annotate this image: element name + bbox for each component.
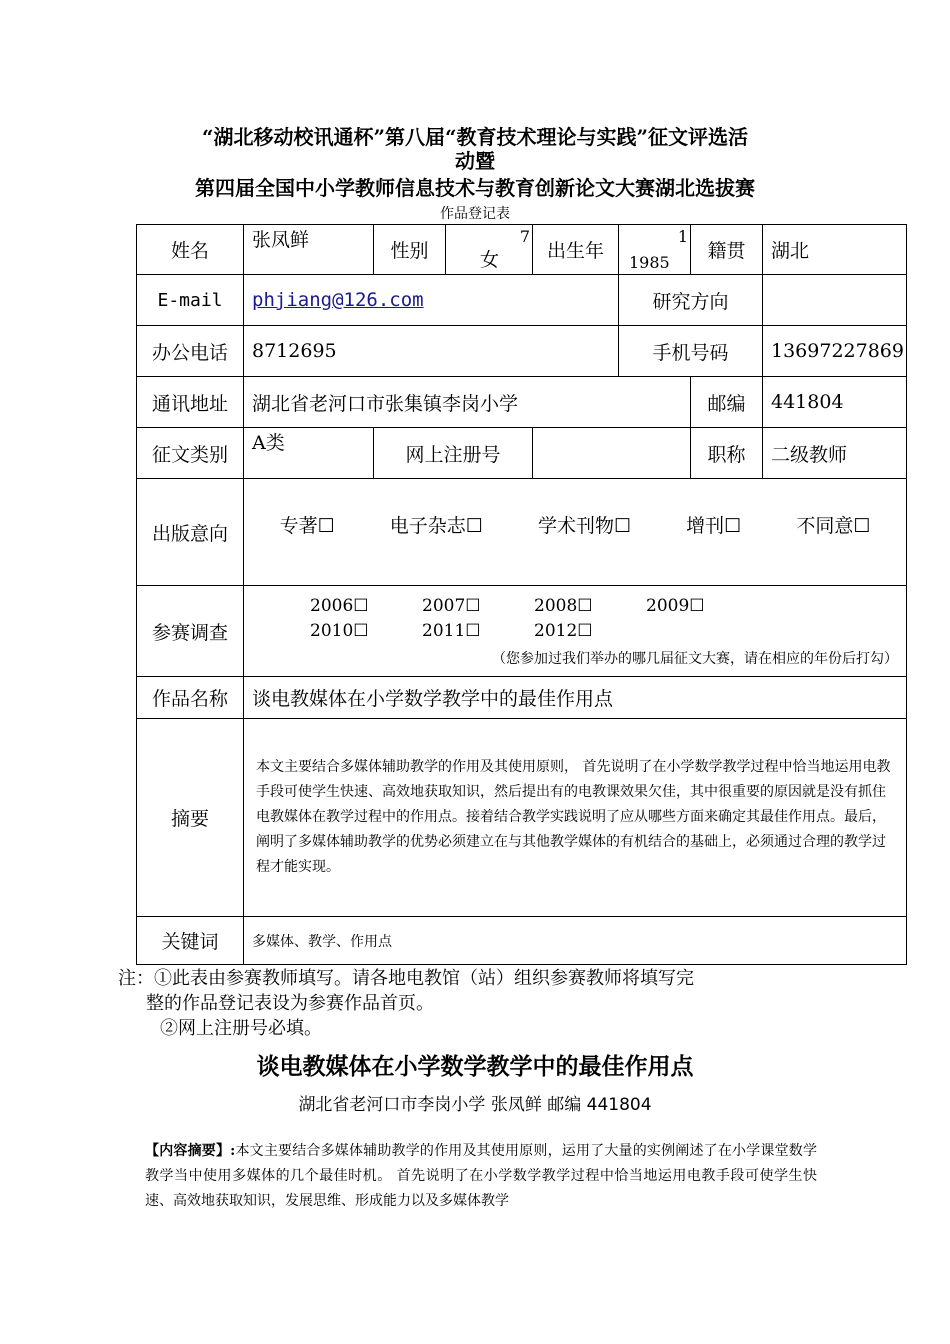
title-label: 职称	[691, 428, 763, 479]
survey-year-2007[interactable]: 2007☐	[422, 596, 481, 616]
survey-year-2006[interactable]: 2006☐	[310, 596, 369, 616]
research-label: 研究方向	[619, 275, 763, 326]
survey-label: 参赛调查	[137, 586, 244, 677]
category-label: 征文类别	[137, 428, 244, 479]
birth-top: 1	[677, 227, 688, 246]
publish-label: 出版意向	[137, 479, 244, 586]
birth-cell[interactable]	[619, 225, 691, 275]
gender-top: 7	[519, 227, 530, 246]
note-line1: 注：①此表由参赛教师填写。请各地电教馆（站）组织参赛教师将填写完	[118, 968, 694, 989]
category-value[interactable]: A类	[244, 428, 374, 479]
keywords-value[interactable]: 多媒体、教学、作用点	[244, 917, 907, 965]
gender-label: 性别	[374, 225, 446, 275]
publish-options	[252, 511, 898, 538]
work-name-value[interactable]: 谈电教媒体在小学数学教学中的最佳作用点	[244, 677, 907, 719]
doc-title-line3: 第四届全国中小学教师信息技术与教育创新论文大赛湖北选拔赛	[195, 176, 755, 200]
article-author: 湖北省老河口市李岗小学 张凤鲜 邮编 441804	[298, 1095, 652, 1115]
reg-label: 网上注册号	[374, 428, 533, 479]
article-abstract-heading: 【内容摘要】:	[145, 1143, 236, 1159]
doc-title-line1: “湖北移动校讯通杯”第八届“教育技术理论与实践”征文评选活	[201, 125, 748, 149]
publish-option-journal[interactable]: 学术刊物☐	[537, 515, 631, 537]
mobile-label: 手机号码	[619, 326, 763, 377]
email-label: E-mail	[137, 275, 244, 326]
keywords-label: 关键词	[137, 917, 244, 965]
name-label: 姓名	[137, 225, 244, 275]
publish-option-supplement[interactable]: 增刊☐	[686, 515, 742, 537]
office-phone-label: 办公电话	[137, 326, 244, 377]
publish-option-disagree[interactable]: 不同意☐	[796, 515, 871, 537]
zip-label: 邮编	[691, 377, 763, 428]
survey-years-row1	[252, 594, 898, 619]
note-line2: 整的作品登记表设为参赛作品首页。	[146, 993, 434, 1014]
birth-label: 出生年	[533, 225, 619, 275]
survey-year-2012[interactable]: 2012☐	[534, 621, 593, 641]
article-abstract-text: 本文主要结合多媒体辅助教学的作用及其使用原则，运用了大量的实例阐述了在小学课堂数学教学当中使用多媒体的几个最佳时机。 首先说明了在小学数学教学过程中恰当地运用电教手段可使学生快速、高效地获取知识，发展思维、形成能力以及多媒体教学	[145, 1143, 817, 1209]
research-value[interactable]	[763, 275, 907, 326]
note-line3: ②网上注册号必填。	[160, 1018, 322, 1039]
publish-option-ejournal[interactable]: 电子杂志☐	[389, 515, 483, 537]
work-name-label: 作品名称	[137, 677, 244, 719]
abstract-value[interactable]: 本文主要结合多媒体辅助教学的作用及其使用原则， 首先说明了在小学数学教学过程中恰当地运用电教手段可使学生快速、高效地获取知识，然后提出有的电教课效果欠佳，其中很重要的原因就是没有抓住电教媒体在教学过程中的作用点。接着结合教学实践说明了应从哪些方面来确定其最佳作用点。最后，阐明了多媒体辅助教学的优势必须建立在与其他教学媒体的有机结合的基础上，必须通过合理的教学过程才能实现。	[256, 759, 891, 875]
article-title: 谈电教媒体在小学数学教学中的最佳作用点	[256, 1053, 694, 1080]
survey-years-row2	[252, 619, 898, 644]
zip-value[interactable]: 441804	[763, 377, 907, 428]
gender-value: 女	[480, 249, 500, 271]
doc-title-line2: 动暨	[455, 149, 495, 173]
email-link[interactable]: phjiang@126.com	[252, 289, 424, 311]
address-value[interactable]: 湖北省老河口市张集镇李岗小学	[244, 377, 691, 428]
survey-year-2010[interactable]: 2010☐	[310, 621, 369, 641]
registration-table	[136, 224, 907, 965]
survey-year-2008[interactable]: 2008☐	[534, 596, 593, 616]
survey-year-2011[interactable]: 2011☐	[422, 621, 481, 641]
reg-value[interactable]	[533, 428, 691, 479]
gender-cell[interactable]	[446, 225, 533, 275]
address-label: 通讯地址	[137, 377, 244, 428]
article-abstract	[145, 1139, 817, 1214]
abstract-label: 摘要	[137, 719, 244, 917]
office-phone-value[interactable]: 8712695	[244, 326, 619, 377]
survey-year-2009[interactable]: 2009☐	[646, 596, 705, 616]
birth-value: 1985	[629, 253, 670, 272]
publish-option-monograph[interactable]: 专著☐	[279, 515, 335, 537]
form-subtitle: 作品登记表	[440, 206, 510, 222]
title-value[interactable]: 二级教师	[763, 428, 907, 479]
mobile-value[interactable]: 13697227869	[763, 326, 907, 377]
origin-label: 籍贯	[691, 225, 763, 275]
name-value[interactable]: 张凤鲜	[244, 225, 374, 275]
survey-note: （您参加过我们举办的哪几届征文大赛，请在相应的年份后打勾）	[492, 651, 898, 667]
origin-value[interactable]: 湖北	[763, 225, 907, 275]
